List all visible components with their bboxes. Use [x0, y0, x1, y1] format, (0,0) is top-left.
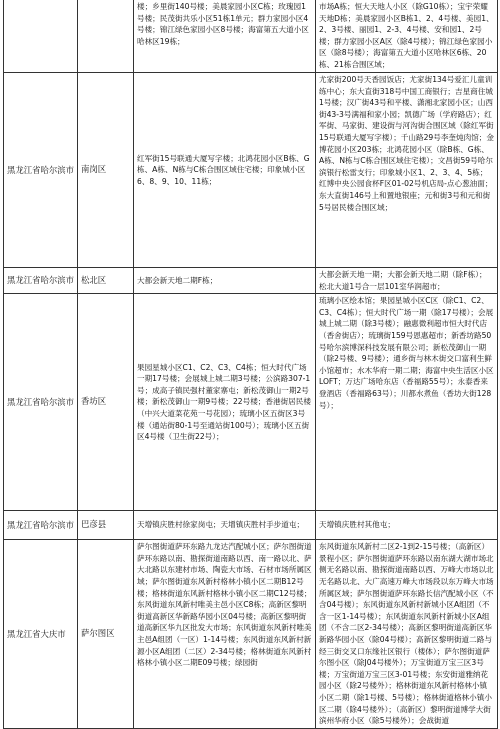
- low-risk-cell: 市场A栋；恒大天地人小区（除G10栋）；宝宇荣耀天地D栋；美晨家园小区B栋1、2、4号楼、美园1、2、3号楼、丽园1、2-3、4号楼、安和园1、2号楼；群力家园小区A区（除4号楼）；锦江绿色家园小区（除8号楼）；海富第五大道小区哈林区6栋、20栋、21栋合围区域；: [316, 0, 498, 73]
- province-city-cell: 黑龙江省哈尔滨市: [4, 294, 78, 511]
- risk-area-table: [3, 0, 498, 729]
- province-city-cell: 黑龙江省大庆市: [4, 540, 78, 729]
- district-cell: 南岗区: [78, 73, 134, 268]
- table-row: [4, 540, 498, 729]
- low-risk-cell: 天增镇庆胜村其他屯；: [316, 511, 498, 540]
- medium-risk-cell: 楼；乡里街140号楼；美晨家园小区C栋；玫瑰园1号楼；民茂街共乐小区51栋1单元；群力家园小区4号楼；锦江绿色家园小区8号楼；海富第五大道小区哈林区19栋；: [134, 0, 316, 73]
- district-cell: [78, 0, 134, 73]
- low-risk-cell: 琉璃小区绘本馆；果园星城小区C区（除C1、C2、C3、C4栋）；恒大时代广场一期（除17号楼）；会展城上城二期（除3号楼）；融惠微利超市恒大时代店（香舍街店）；琉璃街159号恩惠超市；新香坊路50号哈尔滨博深科技发展有限公司；新松茂御山一期（除2号楼、9号楼）；通乡街与林木街交口富利生鲜小馆超市；水木华府一期二期；海富中央生活区小区LOFT；万达广场哈东店（香福路55号）；永泰香来登酒店（香福路63号）；川都水煮鱼（香坊大街128号）；: [316, 294, 498, 511]
- table-row: [4, 0, 498, 73]
- province-city-cell: 黑龙江省哈尔滨市: [4, 268, 78, 294]
- table-row: [4, 73, 498, 268]
- table-row: [4, 268, 498, 294]
- district-cell: 萨尔图区: [78, 540, 134, 729]
- low-risk-cell: 尤家街200号天香园饭店；尤家街134号爱汇儿童训练中心；东大直街318号中国工商银行；吉星商住城1号楼；汉广街43号和平楼、潇湘北家园小区；山西街43-3号满福和家小园；凯德广场（学府路店）；红军街、马家街、建设街与河沟街合围区域（除红军街15号联通大厦写字楼）；千山路29号李奎炖肉馆；金博花园小区203栋；北鸿花园小区（除B栋、G栋、A栋、N栋与C栋合围区域住宅楼）；文昌街59号哈尔滨银行松雷支行；印象城小区1、2、3、4、5栋；红博中央公园食杯F区01-02号机店局-点心葱油面；东大直街146号上和置地银座；元和街3号和元和街5号居民楼合围区域；: [316, 73, 498, 268]
- district-cell: 松北区: [78, 268, 134, 294]
- low-risk-cell: 东风街道东风新村二区2-1到2-15号楼；（高新区）景程小区；萨尔图街道萨环东路以南东湖大湖市场北侧无名路以南、勘探街道南路以西、万峰大市场以北无名路以北、大广高速万峰大市场段以东万峰大市场所属区域；萨尔图街道萨环东路长信汽配城小区（不含04号楼）；东风街道东风新村新城小区A组团（不含一区1-14号楼）；东风街道东风新村新城小区A组团（不含二区2-34号楼）；高新区黎明街道高新区华新路华园小区（除04号楼）；高新区黎明街道二路与经三街交叉口东缘社区银行（楼体）；萨尔图街道萨尔图小区（除J04号楼外）；万宝街道万宝三区3号楼；万宝街道万宝三区3-01号楼；东安街道雅纳花园小区（除2号楼外）；格林街道东风新村格林小镇小区二期（除1号楼、5号楼）；格林街道格林小镇小区二期（除4号楼外）；（高新区）黎明街道博学大街滨州华府小区（除5号楼外）；会战街道: [316, 540, 498, 729]
- medium-risk-cell: 果园星城小区C1、C2、C3、C4栋；恒大时代广场一期17号楼；会展城上城二期3号楼；公滨路307-1号；成高子镇民强村董家寨屯；新松茂御山一期2号楼；新松茂御山一期9号楼；22号楼；香港街居民楼（中兴大道菜花苑一号花园）；琉璃小区五街区3号楼（通站街80-1号至通站街100号）；琉璃小区五街区4号楼（卫生街22号）；: [134, 294, 316, 511]
- medium-risk-cell: 萨尔图街道萨环东路九龙达汽配城小区；萨尔图街道萨环东路以南、勘探街道南路以西、南一路以北、萨大北路以东建材市场、陶瓷大市场、石材市场所属区域；萨尔图街道东风新村格林小镇小区二期B12号楼；格林街道东风新村格林小镇小区二期C12号楼；东风街道东风新村唯美主邑小区C8栋；高新区黎明街道高新区华新路华园小区04号楼；高新区黎明街道高新区华九区批发大市场；东风街道东风新村唯美主邑A组团（一区）1-14号楼；东风街道东风新村新源小区A组团（二区）2-34号楼；格林街道东风新村格林小镇小区二期E09号楼；绿园街: [134, 540, 316, 729]
- table-row: [4, 294, 498, 511]
- table-row: [4, 511, 498, 540]
- province-city-cell: 黑龙江省哈尔滨市: [4, 511, 78, 540]
- low-risk-cell: 大都会新天地一期；大都会新天地二期（除F栋）；松北大道1号合一层101室华润超市；: [316, 268, 498, 294]
- province-city-cell: [4, 0, 78, 73]
- district-cell: 巴彦县: [78, 511, 134, 540]
- district-cell: 香坊区: [78, 294, 134, 511]
- medium-risk-cell: 红军街15号联通大厦写字楼；北鸿花园小区B栋、G栋、A栋、N栋与C栋合围区域住宅楼；印象城小区6、8、9、10、11栋；: [134, 73, 316, 268]
- medium-risk-cell: 大都会新天地二期F栋；: [134, 268, 316, 294]
- medium-risk-cell: 天增镇庆胜村徐家岗屯；天增镇庆胜村手步道屯；: [134, 511, 316, 540]
- province-city-cell: 黑龙江省哈尔滨市: [4, 73, 78, 268]
